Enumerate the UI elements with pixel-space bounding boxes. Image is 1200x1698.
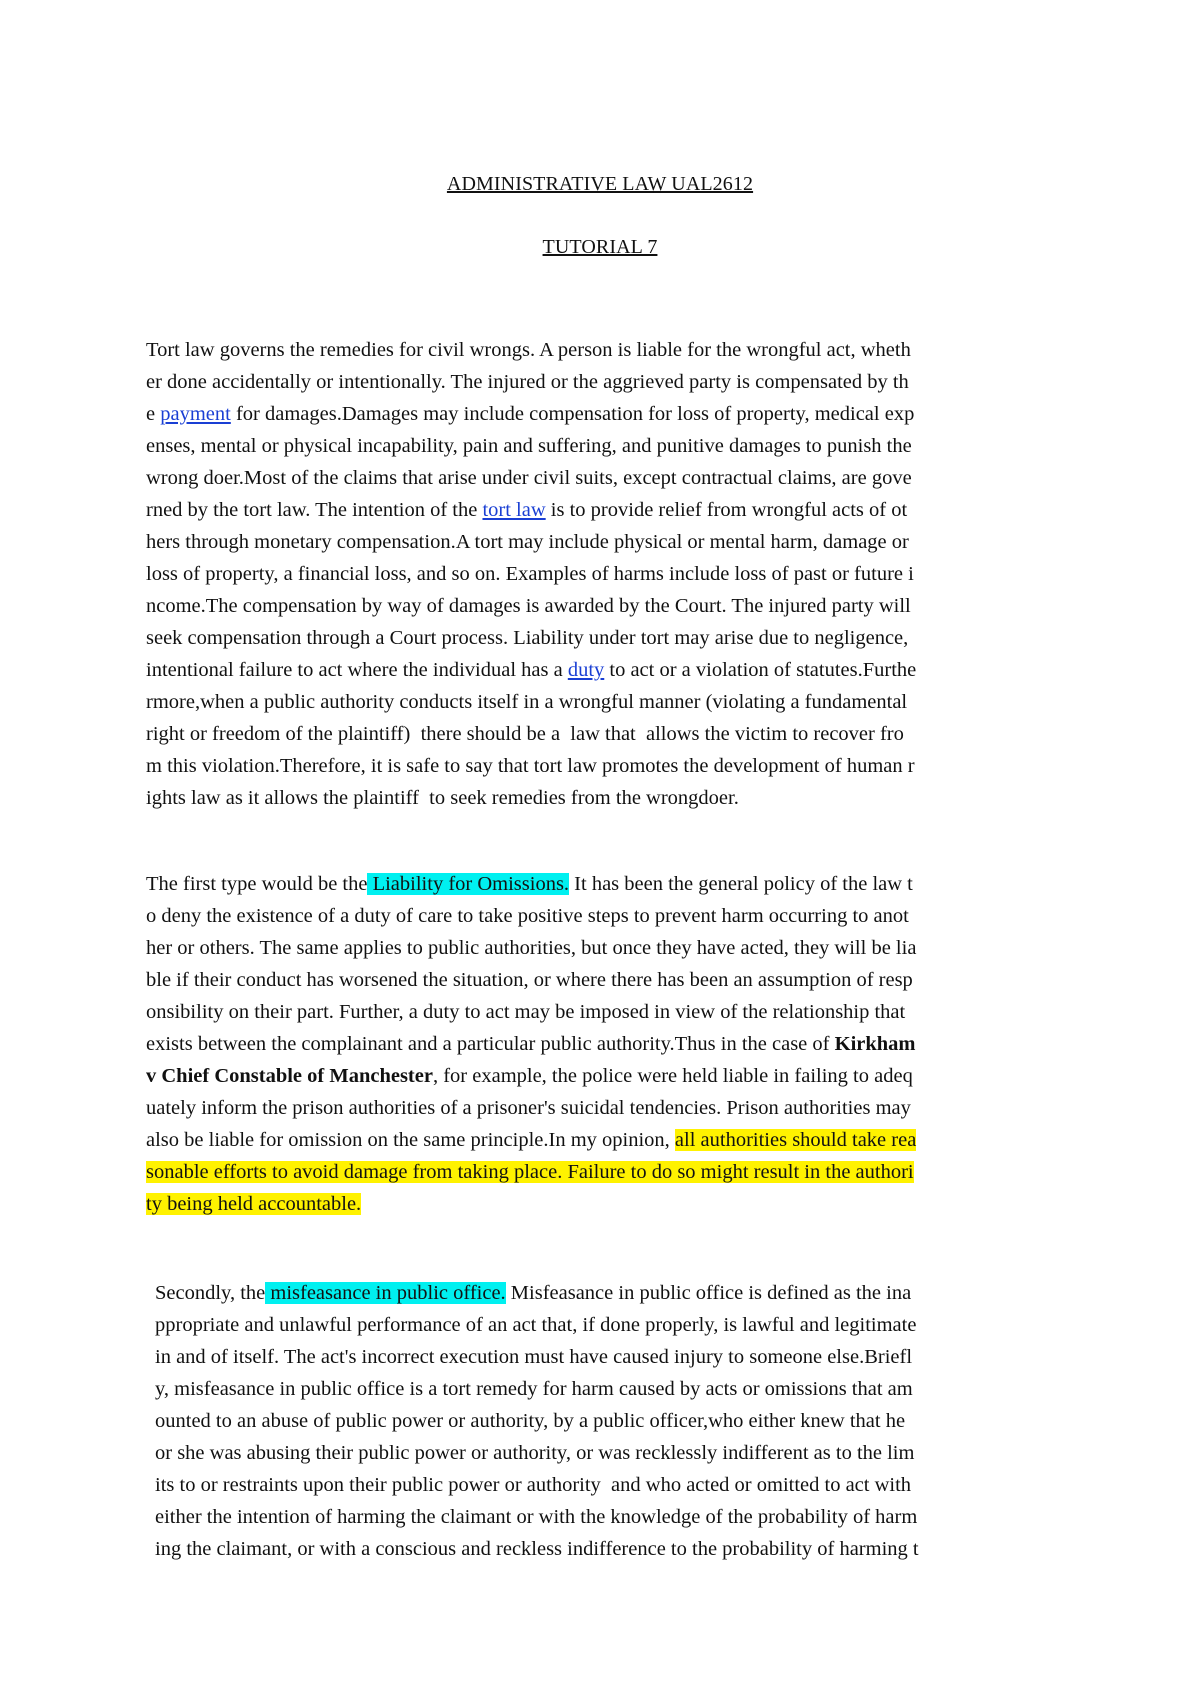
text-run: enses, mental or physical incapability, pain and suffering, and punitive damages to punish the <box>146 435 912 457</box>
text-run: intentional failure to act where the individual has a <box>146 659 568 681</box>
text-line <box>155 1437 1066 1469</box>
text-line <box>146 430 1066 462</box>
text-run: seek compensation through a Court process. Liability under tort may arise due to negligence, <box>146 627 909 649</box>
text-run: The first type would be the <box>146 873 368 895</box>
text-line <box>146 558 1066 590</box>
paragraph-misfeasance <box>155 1277 1066 1565</box>
text-run: either the intention of harming the claimant or with the knowledge of the probability of harm <box>155 1506 918 1528</box>
text-line <box>146 964 1066 996</box>
text-run: Misfeasance in public office is defined as the ina <box>505 1282 912 1304</box>
text-line <box>146 622 1066 654</box>
text-line <box>146 750 1066 782</box>
text-line <box>146 686 1066 718</box>
text-line <box>155 1501 1066 1533</box>
text-line <box>146 526 1066 558</box>
text-run: ncome.The compensation by way of damages is awarded by the Court. The injured party will <box>146 595 911 617</box>
text-run: onsibility on their part. Further, a duty to act may be imposed in view of the relationship that <box>146 1001 906 1023</box>
text-line <box>146 398 1066 430</box>
text-run: e <box>146 403 161 425</box>
text-run: er done accidentally or intentionally. The injured or the aggrieved party is compensated by th <box>146 371 909 393</box>
highlight-yellow: sonable efforts to avoid damage from taking place. Failure to do so might result in the authori <box>146 1161 914 1183</box>
text-run: hers through monetary compensation.A tort may include physical or mental harm, damage or <box>146 531 909 553</box>
text-run: ounted to an abuse of public power or authority, by a public officer,who either knew that he <box>155 1410 906 1432</box>
text-run: , for example, the police were held liable in failing to adeq <box>432 1065 913 1087</box>
text-run: or she was abusing their public power or authority, or was recklessly indifferent as to the lim <box>155 1442 915 1464</box>
bold-case-name: Kirkham <box>834 1033 916 1055</box>
text-line <box>146 1028 1066 1060</box>
text-line <box>146 334 1066 366</box>
text-run: loss of property, a financial loss, and so on. Examples of harms include loss of past or future i <box>146 563 914 585</box>
text-run: m this violation.Therefore, it is safe to say that tort law promotes the development of human r <box>146 755 915 777</box>
inline-link[interactable]: duty <box>567 659 605 681</box>
text-line <box>155 1405 1066 1437</box>
text-run: her or others. The same applies to public authorities, but once they have acted, they will be lia <box>146 937 917 959</box>
text-line <box>146 868 1066 900</box>
bold-case-name: v Chief Constable of Manchester <box>146 1065 433 1087</box>
text-run: to act or a violation of statutes.Furthe <box>604 659 917 681</box>
text-line <box>146 1092 1066 1124</box>
inline-link[interactable]: payment <box>160 403 231 425</box>
highlight-yellow: all authorities should take rea <box>674 1129 917 1151</box>
text-line <box>155 1469 1066 1501</box>
text-line <box>146 366 1066 398</box>
text-line <box>155 1373 1066 1405</box>
text-line <box>155 1309 1066 1341</box>
text-run: o deny the existence of a duty of care to take positive steps to prevent harm occurring to anot <box>146 905 909 927</box>
text-line <box>146 462 1066 494</box>
text-run: exists between the complainant and a particular public authority.Thus in the case of <box>146 1033 835 1055</box>
text-line <box>155 1341 1066 1373</box>
document-subtitle: TUTORIAL 7 <box>542 236 658 258</box>
text-run: Secondly, the <box>155 1282 266 1304</box>
highlight-cyan: Liability for Omissions. <box>367 873 570 895</box>
text-line <box>146 1124 1066 1156</box>
text-run: It has been the general policy of the law t <box>569 873 913 895</box>
text-run: wrong doer.Most of the claims that arise under civil suits, except contractual claims, are gove <box>146 467 912 489</box>
text-line <box>146 996 1066 1028</box>
text-line <box>146 1156 1066 1188</box>
text-run: right or freedom of the plaintiff) there should be a law that allows the victim to recover fro <box>146 723 904 745</box>
text-run: is to provide relief from wrongful acts of ot <box>545 499 908 521</box>
paragraph-tort-law <box>146 334 1066 814</box>
paragraph-liability-for-omissions <box>146 868 1066 1220</box>
highlight-cyan: misfeasance in public office. <box>265 1282 506 1304</box>
text-run: uately inform the prison authorities of a prisoner's suicidal tendencies. Prison authorities may <box>146 1097 911 1119</box>
text-line <box>155 1277 1066 1309</box>
text-line <box>146 718 1066 750</box>
inline-link[interactable]: tort law <box>482 499 546 521</box>
text-run: ppropriate and unlawful performance of an act that, if done properly, is lawful and legitimate <box>155 1314 917 1336</box>
text-line <box>146 900 1066 932</box>
document-title: ADMINISTRATIVE LAW UAL2612 <box>446 173 754 195</box>
text-line <box>146 782 1066 814</box>
text-run: y, misfeasance in public office is a tort remedy for harm caused by acts or omissions that am <box>155 1378 913 1400</box>
highlight-yellow: ty being held accountable. <box>146 1193 362 1215</box>
text-run: ble if their conduct has worsened the situation, or where there has been an assumption of resp <box>146 969 913 991</box>
text-line <box>146 1060 1066 1092</box>
text-line <box>146 932 1066 964</box>
text-run: its to or restraints upon their public power or authority and who acted or omitted to act with <box>155 1474 912 1496</box>
text-run: rned by the tort law. The intention of the <box>146 499 483 521</box>
text-run: for damages.Damages may include compensation for loss of property, medical exp <box>230 403 915 425</box>
text-line <box>155 1533 1066 1565</box>
text-line <box>146 494 1066 526</box>
text-run: rmore,when a public authority conducts itself in a wrongful manner (violating a fundamental <box>146 691 908 713</box>
text-run: also be liable for omission on the same principle.In my opinion, <box>146 1129 675 1151</box>
text-run: Tort law governs the remedies for civil wrongs. A person is liable for the wrongful act, wheth <box>146 339 911 361</box>
text-run: ights law as it allows the plaintiff to seek remedies from the wrongdoer. <box>146 787 739 809</box>
text-line <box>146 1188 1066 1220</box>
text-run: in and of itself. The act's incorrect execution must have caused injury to someone else.Briefl <box>155 1346 913 1368</box>
text-line <box>146 590 1066 622</box>
text-run: ing the claimant, or with a conscious and reckless indifference to the probability of harming t <box>155 1538 919 1560</box>
text-line <box>146 654 1066 686</box>
